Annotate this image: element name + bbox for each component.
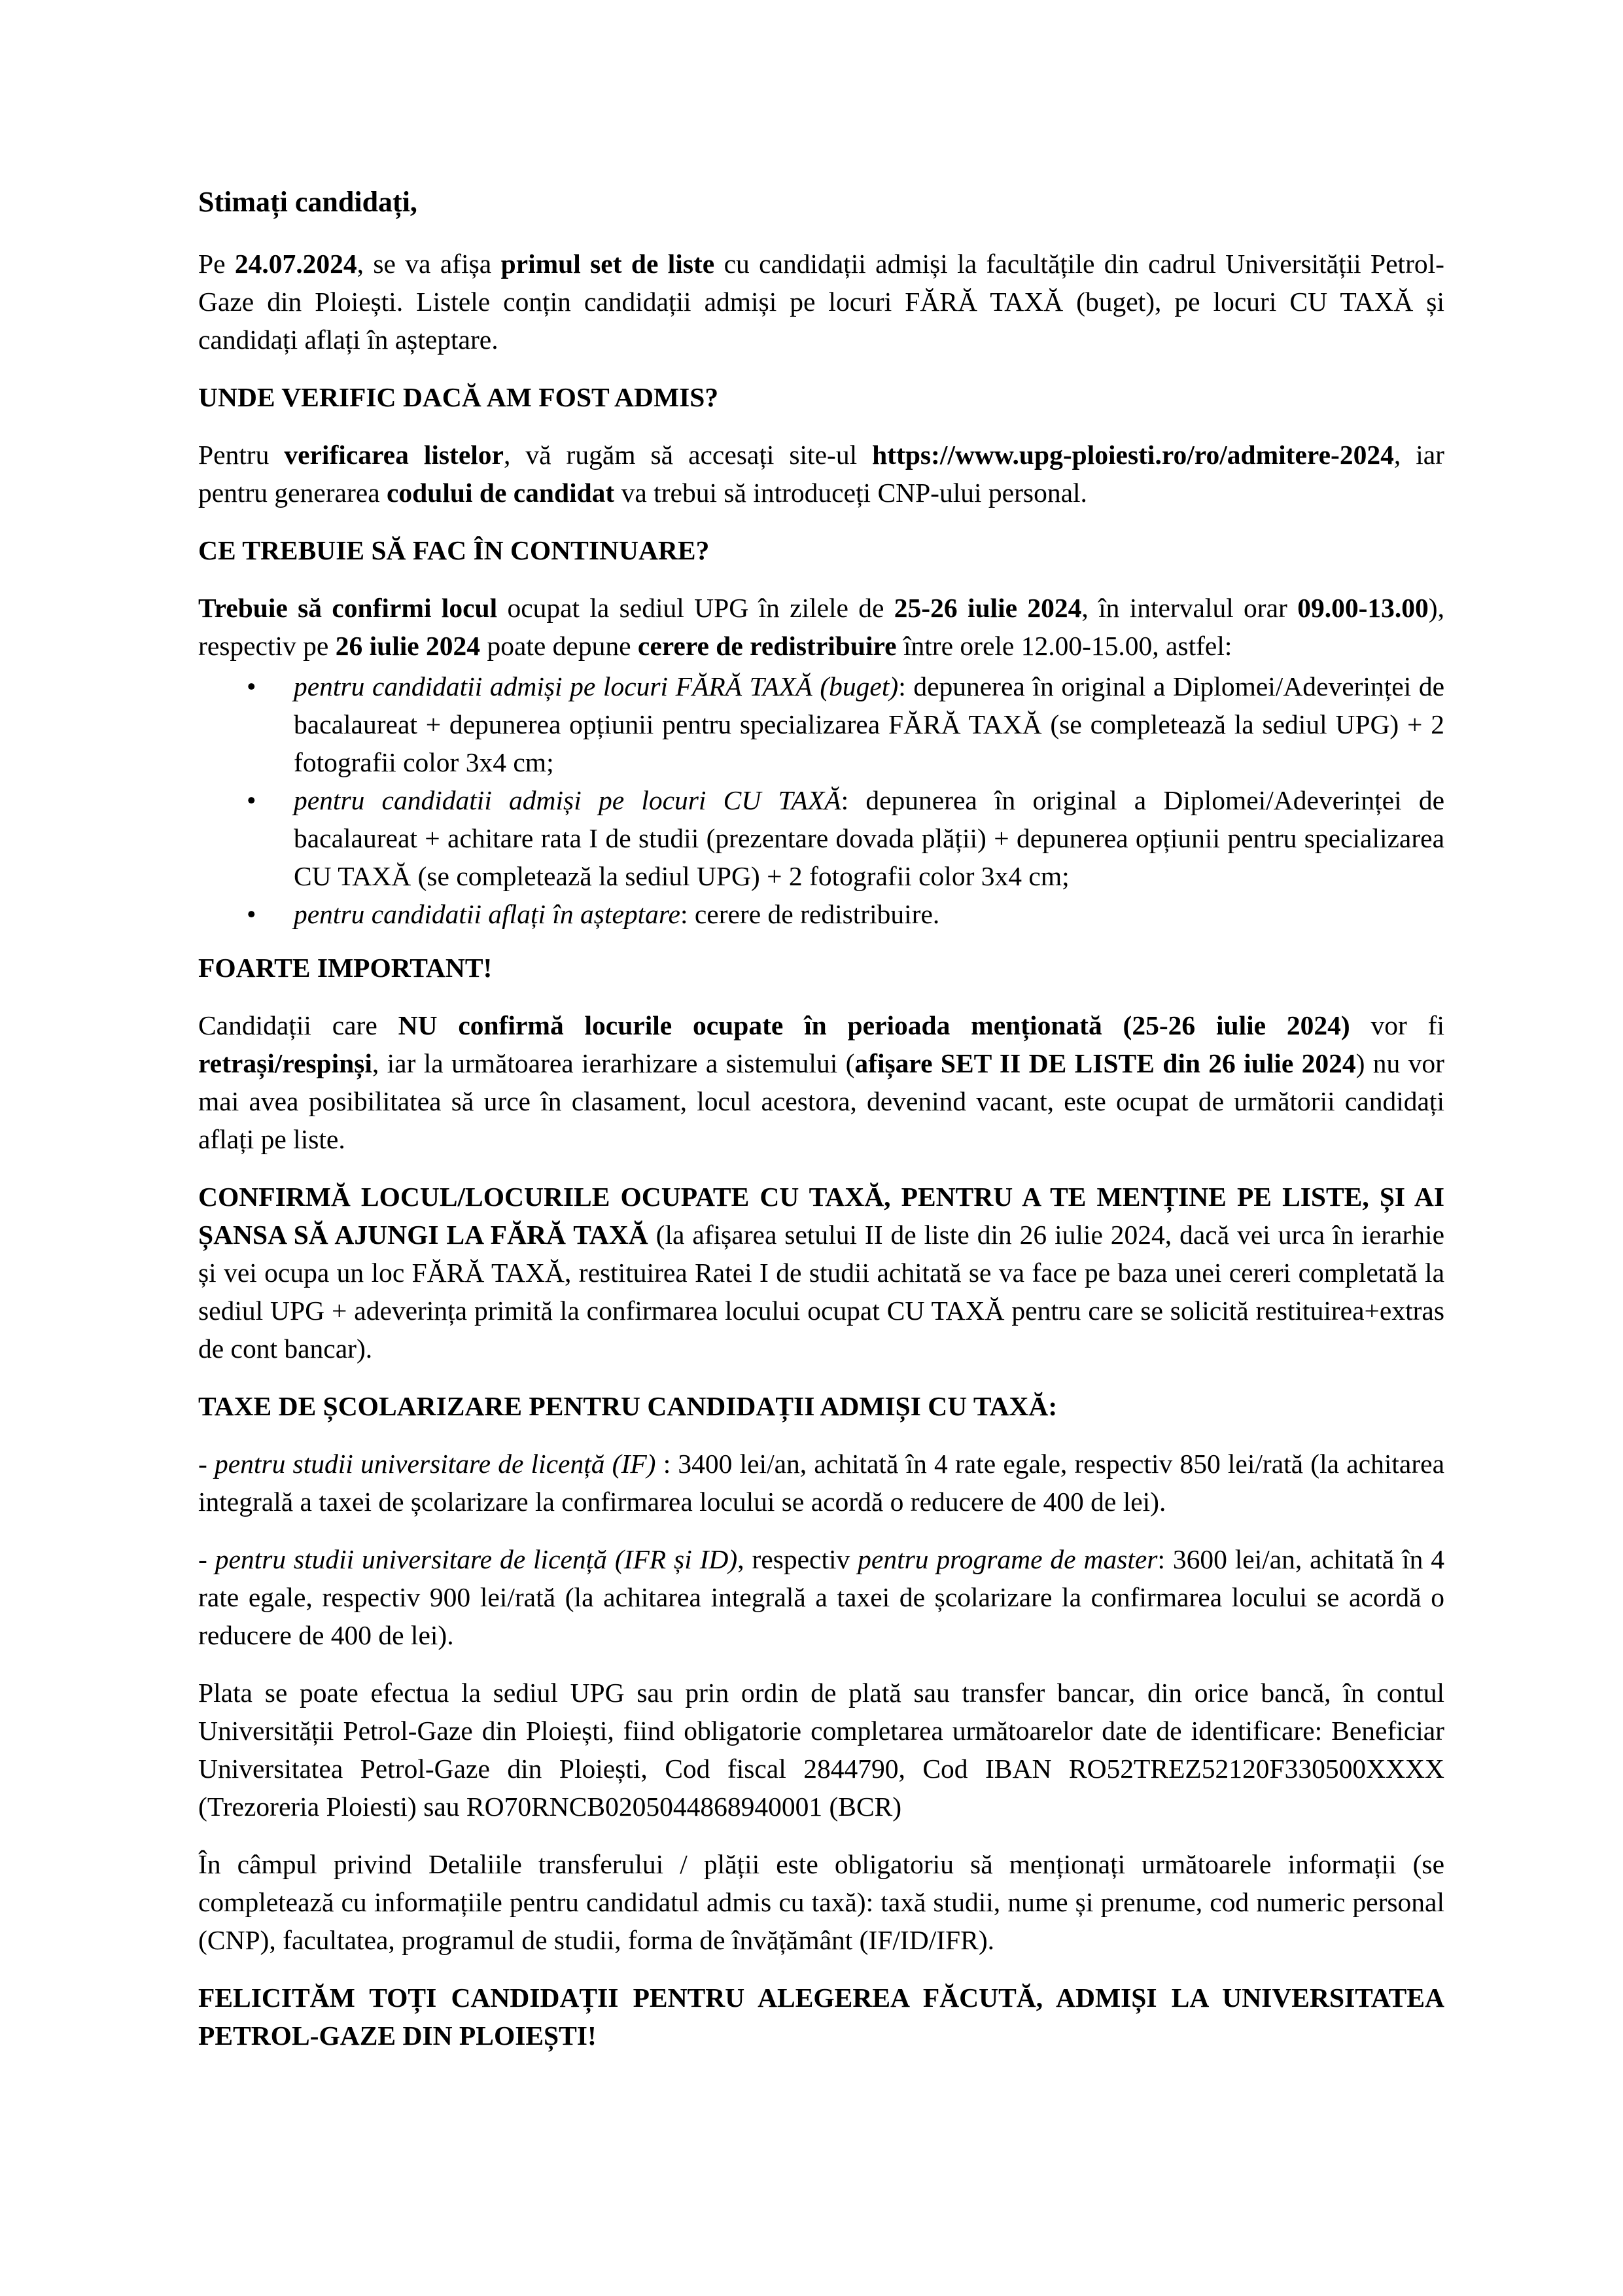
confirm-text-4: poate depune — [480, 631, 638, 661]
verify-text-4: va trebui să introduceți CNP-ului personal. — [614, 478, 1087, 508]
important-text-1: Candidații care — [198, 1010, 398, 1040]
payment-paragraph: Plata se poate efectua la sediul UPG sau prin ordin de plată sau transfer bancar, din orice bancă, în contul Universității Petrol-Gaze din Ploiești, fiind obligatorie completarea următoarelor date de identificare: Beneficiar Universitatea Petrol-Gaze din Ploiești, Cod fiscal 2844790, Cod IBAN RO52TREZ52120F330500XXXX (Trezoreria Ploiesti) sau RO70RNCB0205044868940001 (BCR) — [198, 1678, 1444, 1822]
verify-bold-lists: verificarea listelor — [284, 440, 504, 470]
verify-text-2: , vă rugăm să accesați site-ul — [503, 440, 873, 470]
verify-text-1: Pentru — [198, 440, 285, 470]
confirm-bold-dates: 25-26 iulie 2024 — [894, 593, 1082, 623]
important-text-2 — [438, 1010, 459, 1040]
important-bold-nu: NU — [398, 1010, 438, 1040]
heading-what-next: CE TREBUIE SĂ FAC ÎN CONTINUARE? — [198, 535, 710, 565]
verify-bold-code: codului de candidat — [387, 478, 615, 508]
confirm-text-3: ), respectiv pe — [198, 593, 1444, 661]
intro-paragraph — [198, 245, 1444, 359]
fee-ifr-text-2: : 3600 lei/an, achitată în 4 rate egale, respectiv 900 lei/rată (la achitarea integrală a taxei de școlarizare la confirmarea locului se acordă o reducere de 400 de lei). — [198, 1544, 1445, 1650]
admission-url[interactable]: https://www.upg-ploiesti.ro/ro/admitere-2024 — [872, 440, 1394, 470]
heading-where-verify: UNDE VERIFIC DACĂ AM FOST ADMIS? — [198, 382, 719, 412]
confirm-text-2: , în intervalul orar — [1081, 593, 1298, 623]
verify-paragraph — [198, 436, 1444, 512]
option-text: : depunerea în original a Diplomei/Adeverinței de bacalaureat + achitare rata I de studii (prezentare dovada plății) + depunerea opțiunii pentru specializarea CU TAXĂ (se completează la sediul UPG) + 2 fotografii color 3x4 cm; — [294, 785, 1444, 891]
keep-place-paragraph — [198, 1178, 1444, 1368]
transfer-details-paragraph: În câmpul privind Detaliile transferului / plății este obligatoriu să menționați următoarele informații (se completează cu informațiile pentru candidatul admis cu taxă): taxă studii, nume și prenume, cod numeric personal (CNP), facultatea, programul de studii, forma de învățământ (IF/ID/IFR). — [198, 1849, 1444, 1955]
option-label: pentru candidatii aflați în așteptare — [294, 899, 680, 929]
confirm-text-5: între orele 12.00-15.00, astfel: — [896, 631, 1232, 661]
fee-ifr-paragraph — [198, 1540, 1444, 1654]
intro-text-3: cu candidații admiși la facultățile din cadrul Universității Petrol-Gaze din Ploiești. Listele conțin candidații admiși pe locuri FĂRĂ TAXĂ (buget), pe locuri CU TAXĂ și candidați aflați în așteptare. — [198, 249, 1444, 355]
important-bold-rejected: retrași/respinși — [198, 1048, 372, 1078]
keep-place-bold: CONFIRMĂ LOCUL/LOCURILE OCUPATE CU TAXĂ, PENTRU A TE MENȚINE PE LISTE, ȘI AI ȘANSA SĂ AJUNGI LA FĂRĂ TAXĂ — [198, 1182, 1444, 1250]
option-label: pentru candidatii admiși pe locuri CU TAXĂ — [294, 785, 841, 815]
bullet-icon: • — [247, 899, 256, 929]
bullet-icon: • — [247, 785, 256, 815]
fee-if-paragraph — [198, 1445, 1444, 1521]
verify-text-3: , iar pentru generarea — [198, 440, 1444, 508]
fee-master-program: pentru programe de master — [858, 1544, 1158, 1574]
important-text-3: vor fi — [1350, 1010, 1444, 1040]
option-text: : cerere de redistribuire. — [680, 899, 940, 929]
keep-place-text: (la afișarea setului II de liste din 26 iulie 2024, dacă vei urca în ierarhie și vei ocupa un loc FĂRĂ TAXĂ, restituirea Ratei I de studii achitată se va face pe baza unei cereri completată la sediul UPG + adeverința primită la confirmarea locului ocupat CU TAXĂ pentru care se solicită restituirea+extras de cont bancar). — [198, 1220, 1444, 1364]
salutation: Stimați candidați, — [198, 186, 417, 218]
intro-text-1: Pe — [198, 249, 235, 279]
intro-date: 24.07.2024 — [234, 249, 357, 279]
confirm-text-1: ocupat la sediul UPG în zilele de — [497, 593, 894, 623]
fee-ifr-dash: - — [198, 1544, 215, 1574]
important-bold-confirm: confirmă locurile ocupate în perioada menționată (25-26 iulie 2024) — [458, 1010, 1350, 1040]
fee-if-program: pentru studii universitare de licență (IF) — [215, 1449, 656, 1479]
important-bold-set-two: afișare SET II DE LISTE din 26 iulie 2024 — [854, 1048, 1356, 1078]
bullet-icon: • — [247, 671, 256, 701]
heading-fees: TAXE DE ȘCOLARIZARE PENTRU CANDIDAȚII ADMIȘI CU TAXĂ: — [198, 1391, 1058, 1421]
heading-important: FOARTE IMPORTANT! — [198, 953, 493, 983]
options-list — [198, 667, 1444, 933]
closing-message: FELICITĂM TOȚI CANDIDAȚII PENTRU ALEGEREA FĂCUTĂ, ADMIȘI LA UNIVERSITATEA PETROL-GAZE DIN PLOIEȘTI! — [198, 1983, 1444, 2051]
confirm-bold-1: Trebuie să confirmi locul — [198, 593, 498, 623]
confirm-bold-day: 26 iulie 2024 — [335, 631, 481, 661]
list-item — [198, 781, 1444, 895]
list-item — [198, 895, 1444, 933]
fee-ifr-program: pentru studii universitare de licență (IFR și ID) — [215, 1544, 738, 1574]
document-page — [198, 183, 1444, 2055]
list-item — [198, 667, 1444, 781]
fee-if-dash: - — [198, 1449, 215, 1479]
confirm-bold-hours: 09.00-13.00 — [1297, 593, 1429, 623]
option-label: pentru candidatii admiși pe locuri FĂRĂ TAXĂ (buget) — [294, 671, 899, 701]
fee-if-text: : 3400 lei/an, achitată în 4 rate egale, respectiv 850 lei/rată (la achitarea integrală a taxei de școlarizare la confirmarea locului se acordă o reducere de 400 de lei). — [198, 1449, 1444, 1517]
important-paragraph — [198, 1006, 1444, 1158]
fee-ifr-text-1: , respectiv — [737, 1544, 858, 1574]
important-text-4: , iar la următoarea ierarhizare a sistemului ( — [372, 1048, 855, 1078]
option-text: : depunerea în original a Diplomei/Adeverinței de bacalaureat + depunerea opțiunii pentru specializarea FĂRĂ TAXĂ (se completează la sediul UPG) + 2 fotografii color 3x4 cm; — [294, 671, 1444, 777]
confirm-bold-request: cerere de redistribuire — [637, 631, 897, 661]
intro-text-2: , se va afișa — [357, 249, 501, 279]
confirm-paragraph — [198, 589, 1444, 665]
important-text-5: ) nu vor mai avea posibilitatea să urce în clasament, locul acestora, devenind vacant, este ocupat de următorii candidați aflați pe liste. — [198, 1048, 1444, 1154]
intro-first-set: primul set de liste — [500, 249, 715, 279]
